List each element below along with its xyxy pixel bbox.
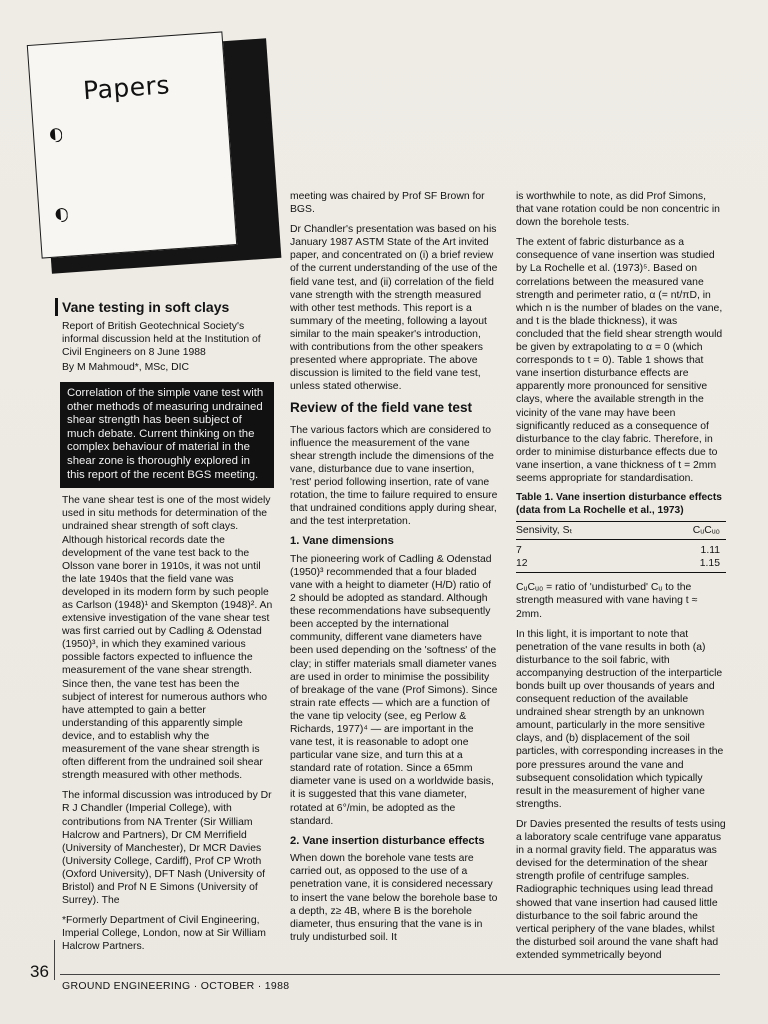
article-abstract: Correlation of the simple vane test with other methods of measuring undrained shear strength has been subject of much debate. Current thinking on the complex behaviour of material in the shear zone is thoroughly explored in this report of the recent BGS meeting. [60, 382, 274, 488]
article-report-line: Report of British Geotechnical Society's informal discussion held at the Institution of Civil Engineers on 8 June 1988 [62, 321, 261, 358]
author-footnote: *Formerly Department of Civil Engineering, Imperial College, London, now at Sir William Halcrow Partners. [62, 915, 266, 953]
paragraph: Dr Chandler's presentation was based on his January 1987 ASTM State of the Art invited paper, and concentrated on (i) a brief review of the current understanding of the use of the field vane test, and (ii) correlation of the field vane strength with the strength measured with other test methods. This report is a summary of the meeting, following a layout similar to the main speaker's introduction, with contributions from the other speakers presented where appropriate. The above discussion is limited to the field vane test, unless stated otherwise. [290, 224, 498, 393]
table-header: CᵤCᵤ₀ [648, 522, 726, 540]
papers-card [27, 31, 237, 258]
table-caption: Table 1. Vane insertion disturbance effects (data from La Rochelle et al., 1973) [516, 492, 722, 516]
paragraph: The various factors which are considered to influence the measurement of the vane shear strength include the dimensions of the vane, disturbance due to vane insertion, 'rest' period following insertion, rate of vane rotation, the time to failure required to ensure that undrained conditions apply during shear, and the test interpretation. [290, 424, 498, 528]
binder-hole-icon [55, 208, 68, 221]
paragraph: When down the borehole vane tests are carried out, as opposed to the use of a penetration vane, it is considered necessary to insert the vane below the borehole base to a depth, z≥ 4B, where B is the borehole diameter, thus ensuring that the vane is in truly undisturbed soil. It [290, 853, 498, 943]
article-title: Vane testing in soft clays [55, 298, 274, 316]
table-cell: 12 [516, 557, 648, 573]
table-row [516, 557, 726, 573]
column-3 [516, 190, 726, 969]
table-cell: 7 [516, 545, 522, 557]
binder-hole-icon [50, 128, 63, 141]
data-table [516, 521, 726, 573]
paragraph: CᵤCᵤ₀ = ratio of 'undisturbed' Cᵤ to the strength measured with vane having t ≈ 2mm. [516, 582, 698, 620]
paragraph: The extent of fabric disturbance as a consequence of vane insertion was studied by La Rochelle et al. (1973)⁵. Based on correlations between the measured vane strength and perimeter ratio, α (= nt/πD, in which n is the number of blades on the vane, and t is the blade thickness), it was concluded that the field shear strength would be given by extrapolating to α = 0 (which corresponds to t = 0). Table 1 shows that vane insertion disturbance effects are apparently more pronounced for sensitive clays, where the available strength in the vicinity of the vane may have been significantly reduced as a consequence of disturbance to the clay fabric. Therefore, in order to minimise disturbance effects due to vane insertion, a vane thickness of t = 2mm seems appropriate for standardisation. [516, 237, 723, 484]
paragraph: The pioneering work of Cadling & Odenstad (1950)³ recommended that a four bladed vane with a height to diameter (H/D) ratio of 2 should be adopted as standard. Although these recommendations have subsequently been accepted by the international community, different vane diameters have been used depending on the 'softness' of the clay; in stiffer materials small diameter vanes are used in order to minimise the possibility of breakage of the vane (Prof Simons). Since strain rate effects — which are a function of the vane tip velocity (see, eg Perlow & Richards, 1977)⁴ — are important in the vane test, it is reasonable to adopt one particular vane size, and turn this at a standard rate of rotation. Since a 65mm diameter vane is used on a worldwide basis, it is suggested that this vane diameter, rotated at 6°/min, be adopted as the standard. [290, 553, 498, 827]
page-number: 36 [30, 962, 49, 981]
paragraph: Dr Davies presented the results of tests using a laboratory scale centrifuge vane apparatus in a normal gravity field. The apparatus was devised for the determination of the shear strength profile of centrifuge samples. Radiographic techniques using lead thread showed that vane insertion had caused little disturbance to the soil fabric around the vertical periphery of the vane blades, whilst the disturbed soil around the vane shaft had extended symmetrically beyond [516, 818, 726, 961]
paragraph: The vane shear test is one of the most widely used in situ methods for determination of the undrained shear strength of soft clays. Although historical records date the development of the vane test back to the Olsson vane borer in 1910s, it was not until the late 1940s that the field vane was developed in its modern form by such people as Carlson (1948)¹ and Skempton (1948)². An extensive investigation of the vane shear test was first carried out by Cadling & Odenstad (1950)³, in which they examined various possible factors expected to influence the measurement of the vane shear strength. Since then, the vane test has been the subject of interest for numerous authors who have attempted to gain a better understanding of this apparently simple device, and to establish why the measurement of the vane shear strength is often different from the undrained soil shear strength measured with other methods. [62, 495, 273, 782]
column-2 [290, 190, 498, 951]
column-1 [62, 298, 274, 960]
subsection-title: 1. Vane dimensions [290, 535, 394, 548]
paragraph: is worthwhile to note, as did Prof Simons, that vane rotation could be non concentric in down the borehole tests. [516, 191, 720, 229]
running-footer: GROUND ENGINEERING · OCTOBER · 1988 [62, 980, 290, 992]
paragraph: In this light, it is important to note that penetration of the vane results in both (a) disturbance to the soil fabric, with accompanying destruction of the interparticle bonds built up over thousands of years and consequent reduction of the available undrained shear strength by an unknown amount, particularly in the more sensitive clays, and (b) displacement of the soil particles, with corresponding increases in the pore pressures around the vane and subsequent consolidation which typically result in the measurement of higher vane strengths. [516, 628, 724, 810]
table-cell: 1.11 [700, 545, 720, 557]
table-header: Sensivity, Sₜ [516, 522, 648, 540]
table-cell: 1.15 [648, 557, 726, 573]
paragraph: meeting was chaired by Prof SF Brown for BGS. [290, 191, 485, 216]
table-row [516, 540, 726, 558]
card-title: Papers [82, 70, 171, 106]
page-number-rule [54, 940, 55, 980]
article-author: By M Mahmoud*, MSc, DIC [62, 362, 190, 373]
section-title: Review of the field vane test [290, 400, 473, 416]
subsection-title: 2. Vane insertion disturbance effects [290, 834, 485, 847]
paragraph: The informal discussion was introduced by Dr R J Chandler (Imperial College), with contributions from NA Trenter (Sir William Halcrow and Partners), Dr CM Merrifield (University of Manchester), Dr MCR Davies (University College, Cardiff), Prof CP Wroth (Oxford University), DFT Nash (University of Bristol) and Prof N E Simons (University of Surrey). The [62, 790, 272, 907]
footer-rule [60, 974, 720, 975]
